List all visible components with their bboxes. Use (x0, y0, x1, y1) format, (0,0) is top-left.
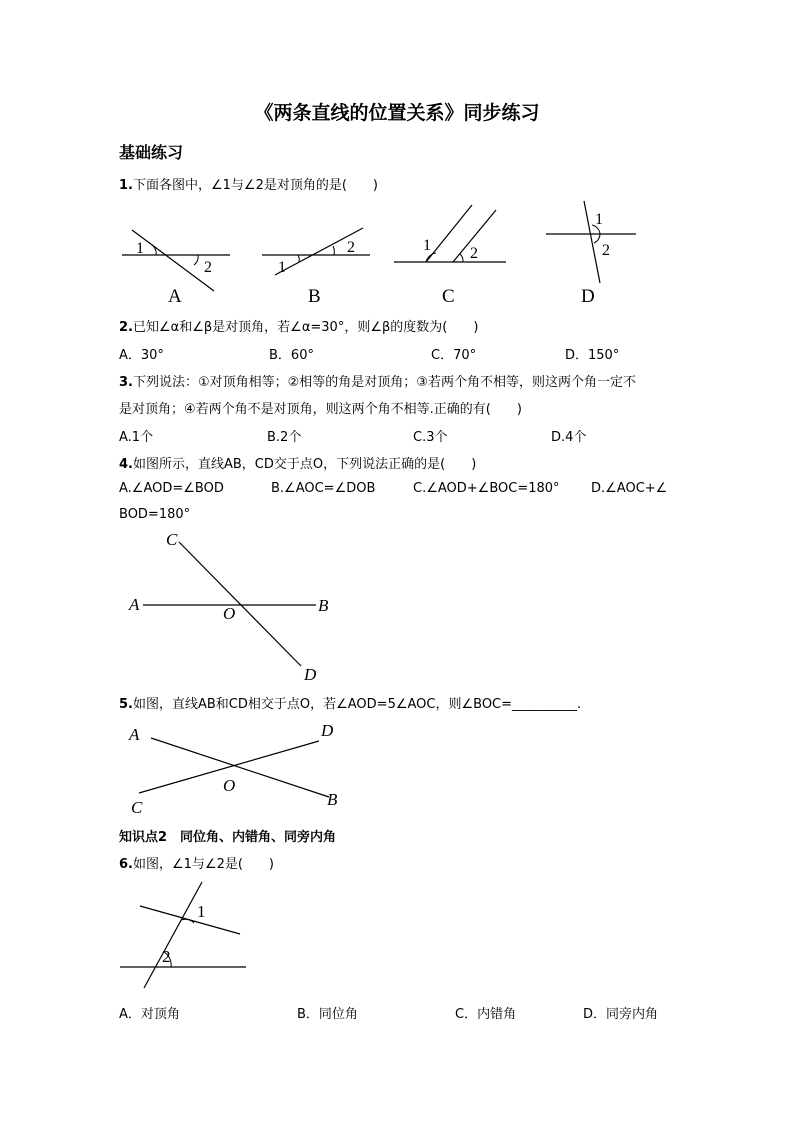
q4-option-d-continued: BOD=180° (119, 507, 191, 522)
question-number: 6. (119, 857, 133, 872)
section-heading-knowledge-point-2: 知识点2 同位角、内错角、同旁内角 (119, 830, 337, 845)
angle-label-1: 1 (197, 902, 206, 921)
q2-option-c: C．70° (431, 348, 477, 363)
question-5 (119, 693, 581, 712)
q3-option-b: B.2个 (267, 430, 302, 445)
q3-option-a: A.1个 (119, 430, 154, 445)
figure-c (394, 205, 506, 307)
question-1 (119, 174, 378, 193)
question-number: 3. (119, 375, 133, 390)
q6-option-d: D．同旁内角 (583, 1007, 659, 1022)
figure-b (262, 228, 370, 307)
q4-option-b: B.∠AOC=∠DOB (271, 481, 376, 496)
angle-label-1: 1 (278, 259, 286, 276)
section-heading-basic: 基础练习 (119, 143, 184, 162)
q1-figures (110, 195, 670, 310)
angle-label-1: 1 (136, 240, 144, 257)
angle-label-2: 2 (347, 239, 355, 256)
q4-option-c: C.∠AOD+∠BOC=180° (413, 481, 560, 496)
q4-option-d: D.∠AOC+∠ (591, 481, 668, 496)
q3-option-d: D.4个 (551, 430, 587, 445)
question-number: 2. (119, 320, 133, 335)
figure-d (546, 201, 636, 307)
q6-figure (112, 876, 257, 991)
label-a: A (129, 725, 140, 744)
question-number: 1. (119, 178, 133, 193)
question-text: 已知∠α和∠β是对顶角，若∠α=30°，则∠β的度数为( ) (132, 320, 479, 335)
q6-option-b: B．同位角 (297, 1007, 358, 1022)
page-title: 《两条直线的位置关系》同步练习 (254, 102, 540, 124)
question-2 (119, 316, 478, 335)
label-b: B (327, 790, 338, 809)
question-text: 如图，∠1与∠2是( ) (132, 857, 274, 872)
angle-label-2: 2 (162, 947, 171, 966)
figure-label-b: B (308, 286, 321, 307)
q6-option-c: C．内错角 (455, 1007, 517, 1022)
label-a: A (129, 595, 140, 614)
figure-a (122, 230, 230, 307)
q6-option-a: A．对顶角 (119, 1007, 180, 1022)
label-c: C (131, 798, 143, 817)
angle-label-2: 2 (470, 245, 478, 262)
q2-option-d: D．150° (565, 348, 620, 363)
question-number: 5. (119, 697, 133, 712)
question-text: 下列说法：①对顶角相等；②相等的角是对顶角；③若两个角不相等，则这两个角一定不 (132, 375, 636, 390)
label-c: C (166, 530, 178, 549)
answer-blank: __________. (512, 697, 582, 712)
angle-label-2: 2 (204, 259, 212, 276)
label-o: O (223, 604, 236, 623)
question-6 (119, 853, 274, 872)
q2-option-b: B．60° (269, 348, 314, 363)
angle-label-1: 1 (595, 211, 603, 228)
angle-label-1: 1 (423, 237, 431, 254)
question-text: 下面各图中，∠1与∠2是对顶角的是( ) (132, 178, 378, 193)
q4-option-a: A.∠AOD=∠BOD (119, 481, 224, 496)
label-d: D (304, 665, 317, 684)
question-4 (119, 453, 476, 472)
label-b: B (318, 596, 329, 615)
q5-figure (119, 716, 359, 820)
figure-label-a: A (168, 286, 182, 307)
q4-figure (119, 528, 339, 688)
q3-option-c: C.3个 (413, 430, 448, 445)
label-d: D (321, 721, 334, 740)
question-text: 如图所示，直线AB，CD交于点O，下列说法正确的是( ) (132, 457, 477, 472)
figure-label-c: C (442, 286, 455, 307)
question-number: 4. (119, 457, 133, 472)
question-3 (119, 371, 636, 390)
label-o: O (223, 776, 236, 795)
q2-option-a: A．30° (119, 348, 164, 363)
question-text: 如图，直线AB和CD相交于点O，若∠AOD=5∠AOC，则∠BOC= (132, 697, 513, 712)
figure-label-d: D (581, 286, 595, 307)
question-3-line-2: 是对顶角；④若两个角不是对顶角，则这两个角不相等.正确的有( ) (119, 402, 522, 417)
angle-label-2: 2 (602, 242, 610, 259)
